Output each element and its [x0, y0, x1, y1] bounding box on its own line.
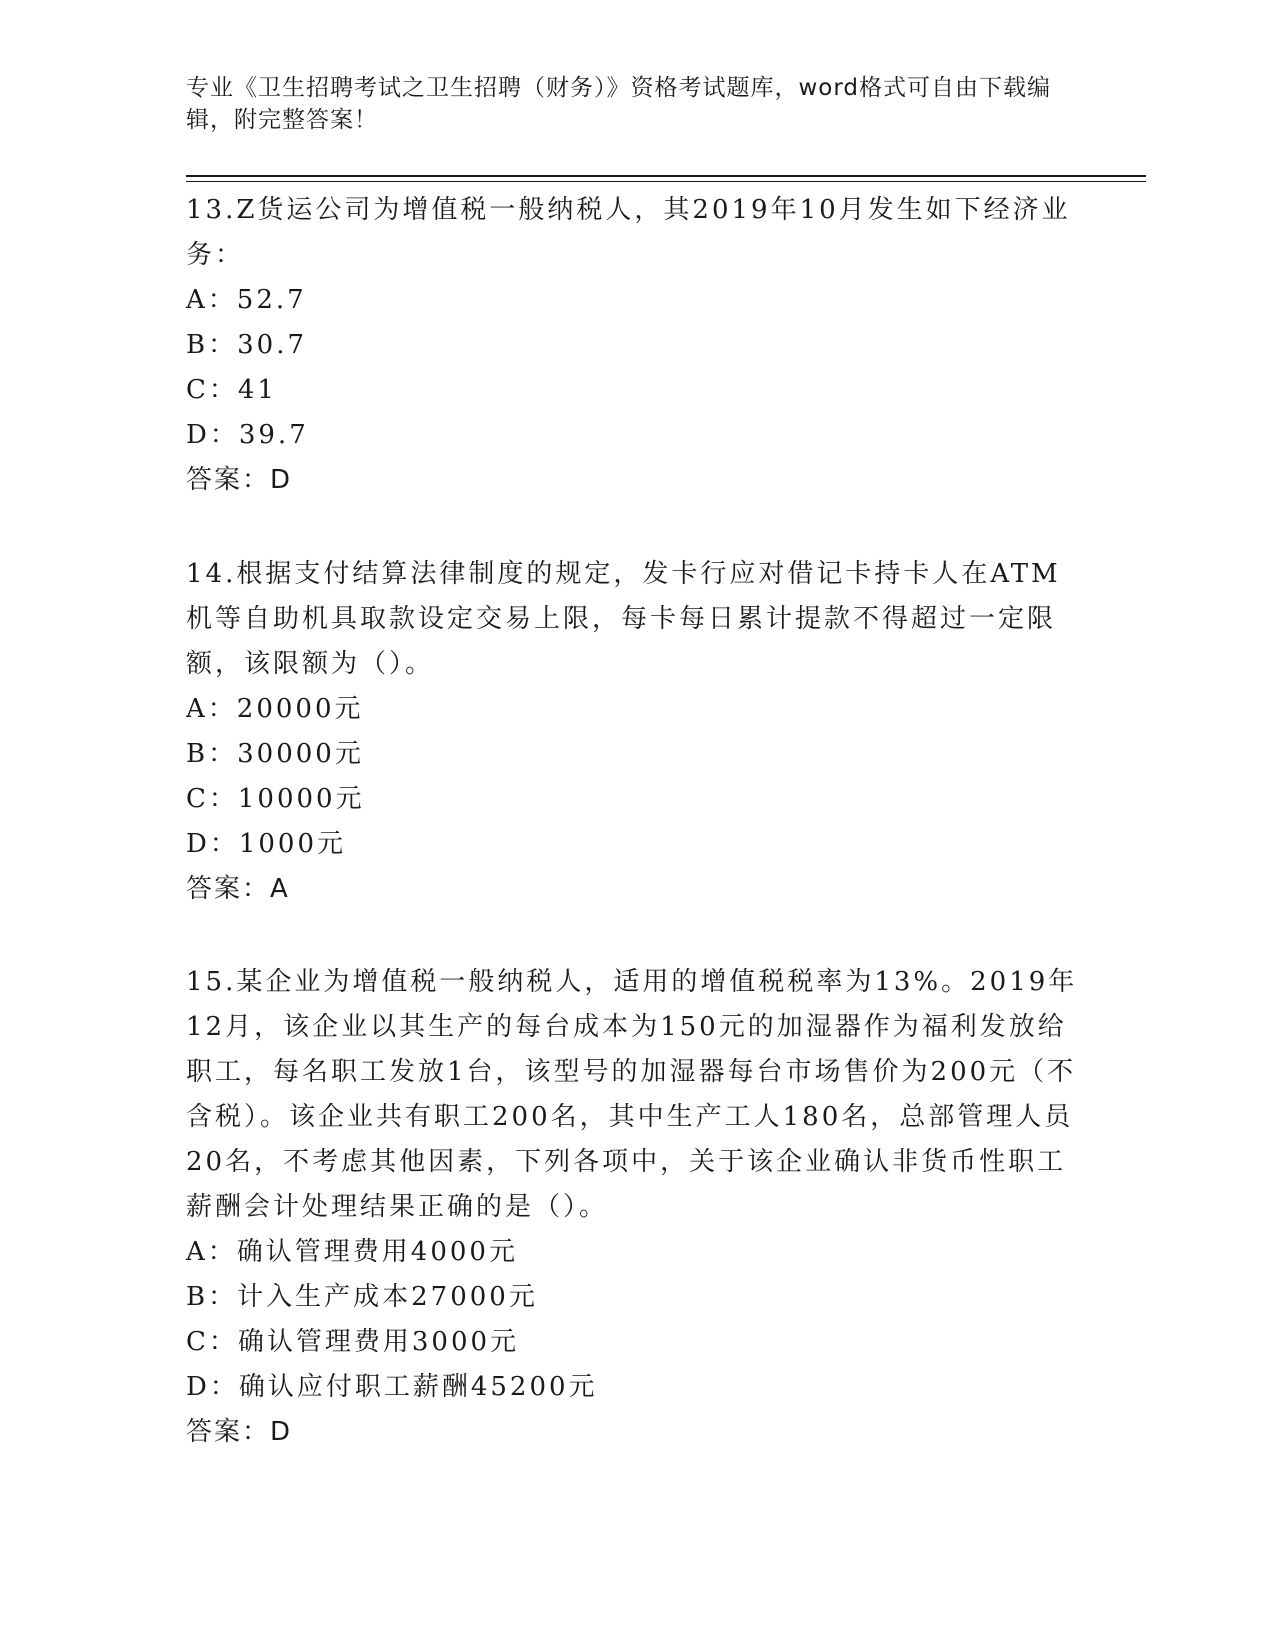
answer: 答案：A	[186, 874, 290, 904]
answer: 答案：D	[186, 1417, 293, 1447]
answer: 答案：D	[186, 465, 293, 495]
option-c: C：41	[186, 375, 277, 405]
question-text: 13.Z货运公司为增值税一般纳税人，其2019年10月发生如下经济业务：	[186, 195, 1071, 270]
question-text: 14.根据支付结算法律制度的规定，发卡行应对借记卡持卡人在ATM机等自助机具取款设定交易上限，每卡每日累计提款不得超过一定限额，该限额为（）。	[186, 559, 1061, 679]
option-d: D：1000元	[186, 829, 347, 859]
option-b: B：30000元	[186, 739, 364, 769]
option-a: A：20000元	[186, 694, 364, 724]
header-divider-thick	[186, 175, 1146, 177]
question-13	[186, 188, 1086, 503]
question-14	[186, 552, 1086, 912]
option-a: A：确认管理费用4000元	[186, 1237, 518, 1267]
header-divider-thin	[186, 181, 1146, 182]
option-d: D：39.7	[186, 420, 309, 450]
option-d: D：确认应付职工薪酬45200元	[186, 1372, 598, 1402]
option-b: B：30.7	[186, 330, 307, 360]
option-c: C：10000元	[186, 784, 365, 814]
document-header: 专业《卫生招聘考试之卫生招聘（财务）》资格考试题库，word格式可自由下载编辑，附完整答案！	[186, 75, 1052, 133]
question-15	[186, 960, 1086, 1455]
question-text: 15.某企业为增值税一般纳税人，适用的增值税税率为13%。2019年12月，该企业以其生产的每台成本为150元的加湿器作为福利发放给职工，每名职工发放1台，该型号的加湿器每台市场售价为200元（不含税）。该企业共有职工200名，其中生产工人180名，总部管理人员20名，不考虑其他因素，下列各项中，关于该企业确认非货币性职工薪酬会计处理结果正确的是（）。	[186, 967, 1078, 1222]
option-a: A：52.7	[186, 285, 307, 315]
option-c: C：确认管理费用3000元	[186, 1327, 520, 1357]
option-b: B：计入生产成本27000元	[186, 1282, 538, 1312]
